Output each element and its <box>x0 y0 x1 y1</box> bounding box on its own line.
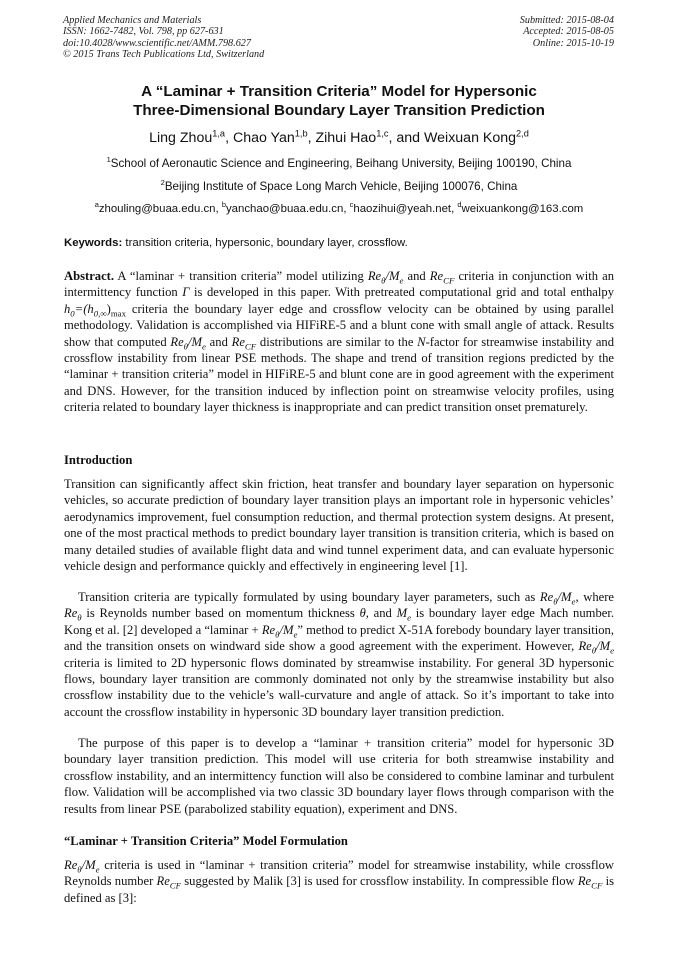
paragraph-text: is Reynolds number based on momentum thickness <box>81 606 360 621</box>
math-symbol: h <box>64 301 71 316</box>
email-list: $^a$zhouling@buaa.edu.cn, $^b$yanchao@buaa.edu.cn, $^c$haozihui@yeah.net, $^d$weixuankong@163.com <box>94 200 584 215</box>
journal-name: Applied Mechanics and Materials <box>63 15 202 26</box>
math-symbol: /M <box>385 269 400 283</box>
math-subscript: e <box>202 341 206 352</box>
abstract-label: Abstract. <box>64 269 115 283</box>
paragraph-text: criteria is used in “laminar + transition criteria” model for streamwise instability, while crossflow Reynolds number <box>64 858 614 889</box>
math-subscript: e <box>399 275 404 286</box>
math-subscript: 0 <box>70 308 75 319</box>
math-symbol: Γ <box>182 285 190 300</box>
author-separator: , <box>225 130 233 146</box>
keywords-label: Keywords: <box>64 237 123 249</box>
journal-header-left <box>63 15 264 61</box>
math-subscript: e <box>610 645 614 656</box>
paragraph-text: suggested by Malik [3] is used for crossflow instability. In compressible flow <box>181 874 578 889</box>
math-subscript: θ <box>77 612 82 623</box>
paragraph-text: Transition criteria are typically formulated by using boundary layer parameters, such as <box>78 590 540 604</box>
math-subscript: CF <box>244 341 257 352</box>
math-subscript: θ <box>591 645 597 656</box>
accepted-date: Accepted: 2015-08-05 <box>523 26 614 38</box>
intro-paragraph-1 <box>64 476 614 574</box>
math-symbol: Re <box>539 590 554 604</box>
math-subscript: θ <box>275 629 280 640</box>
email-mark: a <box>94 200 99 210</box>
math-subscript: CF <box>591 880 603 891</box>
math-symbol: Re <box>170 334 184 349</box>
intro-paragraph-2 <box>64 589 614 720</box>
author-separator: , <box>307 130 316 146</box>
math-symbol: Re <box>429 269 444 283</box>
email-mark: c <box>349 200 354 210</box>
math-subscript: e <box>571 596 576 607</box>
math-symbol: ) <box>106 301 111 316</box>
math-symbol: Re <box>64 858 78 872</box>
paragraph-text: , and <box>365 606 397 621</box>
paragraph-text: is defined as [3]: <box>64 874 614 905</box>
doi-link[interactable]: doi:10.4028/www.scientific.net/AMM.798.627 <box>63 37 251 49</box>
math-subscript: θ <box>553 596 558 607</box>
author-affiliation-mark: 1,c <box>376 128 389 139</box>
affiliation-text: School of Aeronautic Science and Engineering, Beihang University, Beijing 100190, China <box>110 157 572 170</box>
issn-volume: ISSN: 1662-7482, Vol. 798, pp 627-631 <box>63 26 224 38</box>
math-subscript: 0,∞ <box>93 308 107 319</box>
author-name: Chao Yan <box>232 130 295 146</box>
title-line-2: Three-Dimensional Boundary Layer Transition Prediction <box>133 102 545 119</box>
math-symbol: /M <box>557 590 572 604</box>
math-subscript: θ <box>381 275 386 286</box>
email-link[interactable]: haozihui@yeah.net <box>353 203 452 215</box>
email-link[interactable]: zhouling@buaa.edu.cn <box>98 203 216 215</box>
math-symbol: /M <box>596 639 611 654</box>
section-heading-model: “Laminar + Transition Criteria” Model Formulation <box>64 834 348 848</box>
author-affiliation-mark: 1,a <box>212 128 226 139</box>
intro-paragraph-3 <box>64 735 614 817</box>
email-mark: b <box>221 200 226 210</box>
section-heading-introduction: Introduction <box>64 453 133 467</box>
abstract-text: and <box>403 269 430 283</box>
math-symbol: /M <box>81 858 96 872</box>
affiliation-mark: 1 <box>106 155 111 165</box>
math-symbol: Re <box>64 606 78 621</box>
keywords <box>64 236 616 250</box>
affiliation-mark: 2 <box>160 178 165 188</box>
abstract-text: is developed in this paper. With pretreated computational grid and total enthalpy <box>189 285 614 300</box>
abstract-text: A “laminar + transition criteria” model utilizing <box>114 269 368 283</box>
submitted-date: Submitted: 2015-08-04 <box>519 15 614 26</box>
math-symbol: /M <box>279 622 294 637</box>
math-subscript: CF <box>443 275 455 286</box>
abstract-text: criteria in conjunction with an intermittency function <box>64 269 614 300</box>
abstract-text: and <box>205 334 232 349</box>
math-symbol: /M <box>188 334 203 349</box>
math-symbol: Re <box>577 874 592 889</box>
math-symbol: =(h <box>74 301 94 316</box>
math-subscript: θ <box>77 864 82 875</box>
math-subscript: e <box>407 612 411 623</box>
math-symbol: Re <box>578 639 592 654</box>
abstract-text: distributions are similar to the <box>256 334 418 349</box>
math-subscript: θ <box>183 341 189 352</box>
math-symbol: θ <box>359 606 366 621</box>
paragraph-text: criteria is limited to 2D hypersonic flows dominated by streamwise instability. For general 3D hypersonic flows, boundary layer transition are commonly dominated not only by the streamwise instability but also crossflow instability due to the vehicle’s wall-curvature and angle of attack. So it’s important to take into account the crossflow instability in hypersonic 3D boundary layer transition prediction. <box>64 655 614 719</box>
math-symbol: Re <box>261 622 276 637</box>
paper-title <box>40 82 638 120</box>
paragraph-text: ” method to predict X-51A forebody boundary layer transition, and the transition onsets on windward side show a good agreement with the experiment. However, <box>64 622 615 654</box>
email-mark: d <box>457 200 462 210</box>
affiliation-2 <box>30 180 648 194</box>
abstract-text: criteria the boundary layer edge and crossflow velocity can be obtained by using parallel methodology. Validation is accomplished via HIFiRE-5 and a blunt cone with small angle of attack. Results show that computed <box>64 301 614 349</box>
math-symbol: Re <box>231 334 245 349</box>
paragraph-text: Transition can significantly affect skin friction, heat transfer and boundary layer separation on hypersonic vehicles, so accurate prediction of boundary layer transition plays an important role in hypersonic vehicles’ aerodynamics improvement, fuel consumption reduction, and thermal protection system designs. At present, one of the most practical methods to predict boundary layer transition is transition criteria, which is based on many detailed studies of available flight data and wind tunnel experiment data, and can evaluate hypersonic vehicle design and performance quickly and effectively in engineering level [1]. <box>64 477 614 574</box>
math-subscript: e <box>293 629 298 640</box>
author-list <box>40 129 638 147</box>
paragraph-text: The purpose of this paper is to develop a “laminar + transition criteria” model for hypersonic 3D boundary layer transition prediction. This model will use criteria for both streamwise instability and crossflow instability, and an intermittency function will also be considered to combine laminar and turbulent flow. Validation will be accomplished via two classic 3D boundary layer flows through comparison with the results from linear PSE (parabolized stability equation), experiment and DNS. <box>64 736 614 816</box>
paragraph-text: , where <box>575 590 615 604</box>
online-date: Online: 2015-10-19 <box>532 37 614 49</box>
author-separator: , and <box>388 130 425 146</box>
author-name: Weixuan Kong <box>424 130 517 146</box>
title-line-1: A “Laminar + Transition Criteria” Model for Hypersonic <box>141 83 537 100</box>
email-link[interactable]: yanchao@buaa.edu.cn <box>225 203 344 215</box>
keywords-text: transition criteria, hypersonic, boundary layer, crossflow. <box>122 237 408 249</box>
math-symbol: Re <box>367 269 382 283</box>
math-symbol: Re <box>156 874 170 889</box>
author-name: Zihui Hao <box>315 130 377 146</box>
paragraph-text: is boundary layer edge Mach number. Kong et al. [2] developed a “laminar + <box>64 606 614 637</box>
math-symbol: N <box>417 334 426 349</box>
email-link[interactable]: weixuankong@163.com <box>461 203 584 215</box>
author-name: Ling Zhou <box>149 130 213 146</box>
copyright: © 2015 Trans Tech Publications Ltd, Switzerland <box>63 49 265 61</box>
author-affiliation-mark: 2,d <box>516 128 529 139</box>
math-subscript: max <box>110 308 126 319</box>
math-symbol: M <box>396 606 408 621</box>
abstract <box>64 268 614 416</box>
affiliation-1 <box>30 157 648 171</box>
author-affiliation-mark: 1,b <box>294 128 308 139</box>
abstract-text: -factor for streamwise instability and crossflow instability from linear PSE methods. The shape and trend of transition regions predicted by the “laminar + transition criteria” model in HIFiRE-5 and blunt cone are in good agreement with the experiment and DNS. However, for the transition induced by inflection point on streamwise velocity profiles, using criteria related to boundary layer thickness is inappropriate and can predict transition onset prematurely. <box>64 334 615 415</box>
math-subscript: CF <box>169 880 182 891</box>
model-paragraph-1 <box>64 857 614 906</box>
math-subscript: e <box>95 864 100 875</box>
journal-header-right <box>520 15 614 49</box>
affiliation-text: Beijing Institute of Space Long March Vehicle, Beijing 100076, China <box>164 180 518 193</box>
